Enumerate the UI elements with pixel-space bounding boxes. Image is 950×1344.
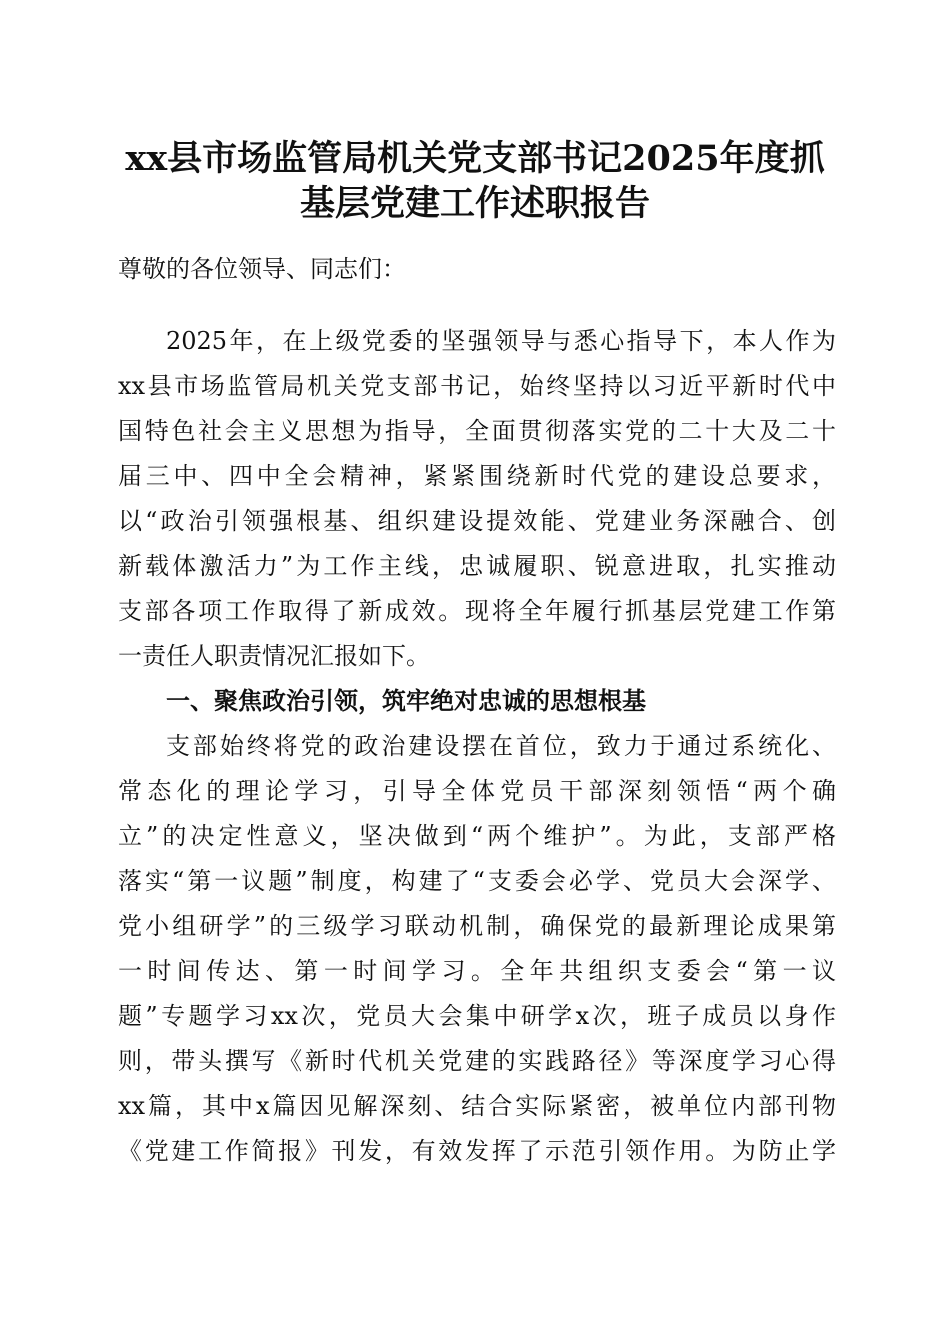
paragraph-1-line: 支部各项工作取得了新成效。现将全年履行抓基层党建工作第 [118,597,836,625]
paragraph-1-line: xx县市场监管局机关党支部书记，始终坚持以习近平新时代中 [118,372,836,400]
document-title-line-1: xx县市场监管局机关党支部书记2025年度抓 [125,138,825,179]
paragraph-2-line: 立”的决定性意义，坚决做到“两个维护”。为此，支部严格 [118,822,836,850]
paragraph-2-line: xx篇，其中x篇因见解深刻、结合实际紧密，被单位内部刊物 [118,1092,836,1120]
paragraph-2-line: 一时间传达、第一时间学习。全年共组织支委会“第一议 [118,957,836,985]
paragraph-1-line: 新载体激活力”为工作主线，忠诚履职、锐意进取，扎实推动 [118,552,836,580]
paragraph-2-line: 支部始终将党的政治建设摆在首位，致力于通过系统化、 [166,732,836,760]
paragraph-2-line: 落实“第一议题”制度，构建了“支委会必学、党员大会深学、 [118,867,836,895]
document-title-line-2: 基层党建工作述职报告 [299,183,650,224]
section-1-heading: 一、聚焦政治引领，筑牢绝对忠诚的思想根基 [166,687,646,715]
paragraph-2-line: 则，带头撰写《新时代机关党建的实践路径》等深度学习心得 [118,1047,836,1075]
paragraph-2-line: 题”专题学习xx次，党员大会集中研学x次，班子成员以身作 [118,1002,836,1030]
paragraph-1-line: 国特色社会主义思想为指导，全面贯彻落实党的二十大及二十 [118,417,836,445]
paragraph-2-line: 《党建工作简报》刊发，有效发挥了示范引领作用。为防止学 [118,1137,836,1165]
paragraph-1-line: 一责任人职责情况汇报如下。 [118,642,430,670]
paragraph-2-line: 常态化的理论学习，引导全体党员干部深刻领悟“两个确 [118,777,836,805]
paragraph-1-line: 2025年，在上级党委的坚强领导与悉心指导下，本人作为 [166,327,836,355]
paragraph-2-line: 党小组研学”的三级学习联动机制，确保党的最新理论成果第 [118,912,836,940]
paragraph-1-line: 届三中、四中全会精神，紧紧围绕新时代党的建设总要求， [118,462,836,490]
paragraph-1-line: 以“政治引领强根基、组织建设提效能、党建业务深融合、创 [118,507,836,535]
salutation: 尊敬的各位领导、同志们： [118,255,406,283]
